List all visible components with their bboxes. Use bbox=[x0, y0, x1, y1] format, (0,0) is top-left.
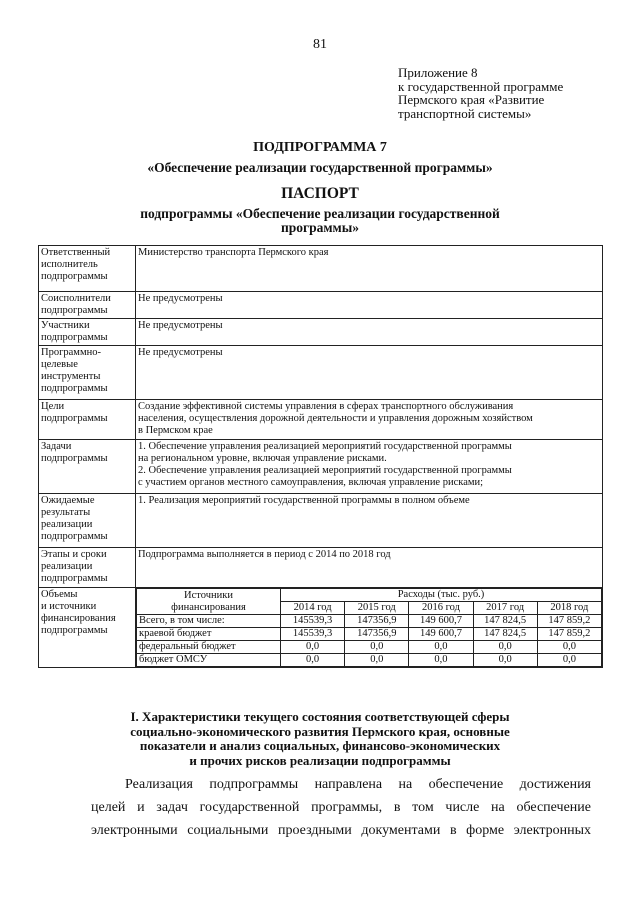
financing-source: Всего, в том числе: bbox=[137, 615, 281, 628]
financing-cell bbox=[136, 588, 603, 668]
passport-label: Участники подпрограммы bbox=[39, 319, 136, 346]
year-header: 2017 год bbox=[473, 602, 537, 615]
passport-table bbox=[38, 245, 603, 668]
passport-label: Программно- целевые инструменты подпрограммы bbox=[39, 346, 136, 400]
financing-value: 0,0 bbox=[537, 641, 601, 654]
appendix-line: Приложение 8 bbox=[398, 65, 478, 80]
financing-value: 0,0 bbox=[473, 641, 537, 654]
financing-value: 147356,9 bbox=[345, 628, 409, 641]
passport-value: Не предусмотрены bbox=[136, 319, 603, 346]
passport-row bbox=[39, 246, 603, 292]
financing-value: 147 824,5 bbox=[473, 628, 537, 641]
financing-source: краевой бюджет bbox=[137, 628, 281, 641]
financing-row bbox=[137, 641, 602, 654]
passport-value: Не предусмотрены bbox=[136, 346, 603, 400]
financing-header-row bbox=[137, 589, 602, 602]
financing-table bbox=[136, 588, 602, 667]
page-number: 81 bbox=[313, 37, 327, 52]
financing-value: 145539,3 bbox=[281, 615, 345, 628]
financing-source: бюджет ОМСУ bbox=[137, 654, 281, 667]
passport-subtitle-line: подпрограммы «Обеспечение реализации государственной bbox=[140, 206, 500, 221]
section-title bbox=[0, 710, 640, 768]
appendix-line: транспортной системы» bbox=[398, 105, 532, 121]
passport-value: 1. Реализация мероприятий государственной программы в полном объеме bbox=[136, 494, 603, 548]
passport-row bbox=[39, 400, 603, 440]
passport-label: Соисполнители подпрограммы bbox=[39, 292, 136, 319]
year-header: 2016 год bbox=[409, 602, 473, 615]
section-title-line: и прочих рисков реализации подпрограммы bbox=[189, 752, 451, 768]
year-header: 2015 год bbox=[345, 602, 409, 615]
financing-value: 0,0 bbox=[281, 641, 345, 654]
passport-row bbox=[39, 346, 603, 400]
passport-label: Объемы и источники финансирования подпрограммы bbox=[39, 588, 136, 668]
financing-value: 0,0 bbox=[345, 654, 409, 667]
financing-value: 0,0 bbox=[281, 654, 345, 667]
body-paragraph bbox=[91, 773, 591, 842]
passport-row bbox=[39, 548, 603, 588]
financing-row bbox=[137, 654, 602, 667]
section-title-line: показатели и анализ социальных, финансово-экономических bbox=[139, 738, 501, 753]
financing-value: 0,0 bbox=[409, 641, 473, 654]
subprogram-name: «Обеспечение реализации государственной программы» bbox=[147, 160, 493, 175]
section-title-line: I. Характеристики текущего состояния соответствующей сферы bbox=[130, 709, 510, 724]
year-header: 2014 год bbox=[281, 602, 345, 615]
passport-row bbox=[39, 494, 603, 548]
financing-value: 149 600,7 bbox=[409, 615, 473, 628]
body-line: электронными социальными проездными документами в форме электронных bbox=[91, 823, 591, 838]
appendix-note bbox=[398, 66, 563, 120]
passport-row bbox=[39, 319, 603, 346]
passport-value: 1. Обеспечение управления реализацией мероприятий государственной программы на региональном уровне, включая управление рисками. 2. Обеспечение управления реализацией мероприятий государственной программы с участием органов местного самоуправления, включая управление рисками; bbox=[136, 440, 603, 494]
subprogram-title: ПОДПРОГРАММА 7 bbox=[253, 140, 387, 155]
financing-value: 147 824,5 bbox=[473, 615, 537, 628]
financing-value: 147 859,2 bbox=[537, 628, 601, 641]
appendix-line: Пермского края «Развитие bbox=[398, 92, 545, 107]
expenses-header: Расходы (тыс. руб.) bbox=[281, 589, 602, 602]
passport-subtitle bbox=[0, 207, 640, 235]
passport-value: Подпрограмма выполняется в период с 2014 по 2018 год bbox=[136, 548, 603, 588]
passport-label: Ожидаемые результаты реализации подпрограммы bbox=[39, 494, 136, 548]
passport-value: Создание эффективной системы управления в сферах транспортного обслуживания населения, осуществления дорожной деятельности и управления дорожным хозяйством в Пермском крае bbox=[136, 400, 603, 440]
passport-subtitle-line: программы» bbox=[280, 220, 360, 235]
sources-header: Источники финансирования bbox=[137, 589, 281, 615]
passport-value: Не предусмотрены bbox=[136, 292, 603, 319]
passport-label: Этапы и сроки реализации подпрограммы bbox=[39, 548, 136, 588]
financing-value: 0,0 bbox=[473, 654, 537, 667]
financing-value: 145539,3 bbox=[281, 628, 345, 641]
section-title-line: социально-экономического развития Пермского края, основные bbox=[130, 723, 510, 739]
financing-source: федеральный бюджет bbox=[137, 641, 281, 654]
body-line: Реализация подпрограммы направлена на обеспечение достижения bbox=[125, 777, 591, 792]
financing-value: 147 859,2 bbox=[537, 615, 601, 628]
passport-value: Министерство транспорта Пермского края bbox=[136, 246, 603, 292]
financing-value: 0,0 bbox=[409, 654, 473, 667]
passport-title: ПАСПОРТ bbox=[281, 185, 359, 202]
financing-row bbox=[137, 615, 602, 628]
financing-value: 147356,9 bbox=[345, 615, 409, 628]
passport-row-financing bbox=[39, 588, 603, 668]
passport-label: Задачи подпрограммы bbox=[39, 440, 136, 494]
financing-value: 0,0 bbox=[537, 654, 601, 667]
financing-value: 0,0 bbox=[345, 641, 409, 654]
year-header: 2018 год bbox=[537, 602, 601, 615]
financing-row bbox=[137, 628, 602, 641]
appendix-line: к государственной программе bbox=[398, 78, 564, 94]
passport-label: Цели подпрограммы bbox=[39, 400, 136, 440]
passport-row bbox=[39, 440, 603, 494]
body-line: целей и задач государственной программы, в том числе на обеспечение bbox=[91, 800, 591, 815]
passport-row bbox=[39, 292, 603, 319]
passport-label: Ответственный исполнитель подпрограммы bbox=[39, 246, 136, 292]
financing-value: 149 600,7 bbox=[409, 628, 473, 641]
